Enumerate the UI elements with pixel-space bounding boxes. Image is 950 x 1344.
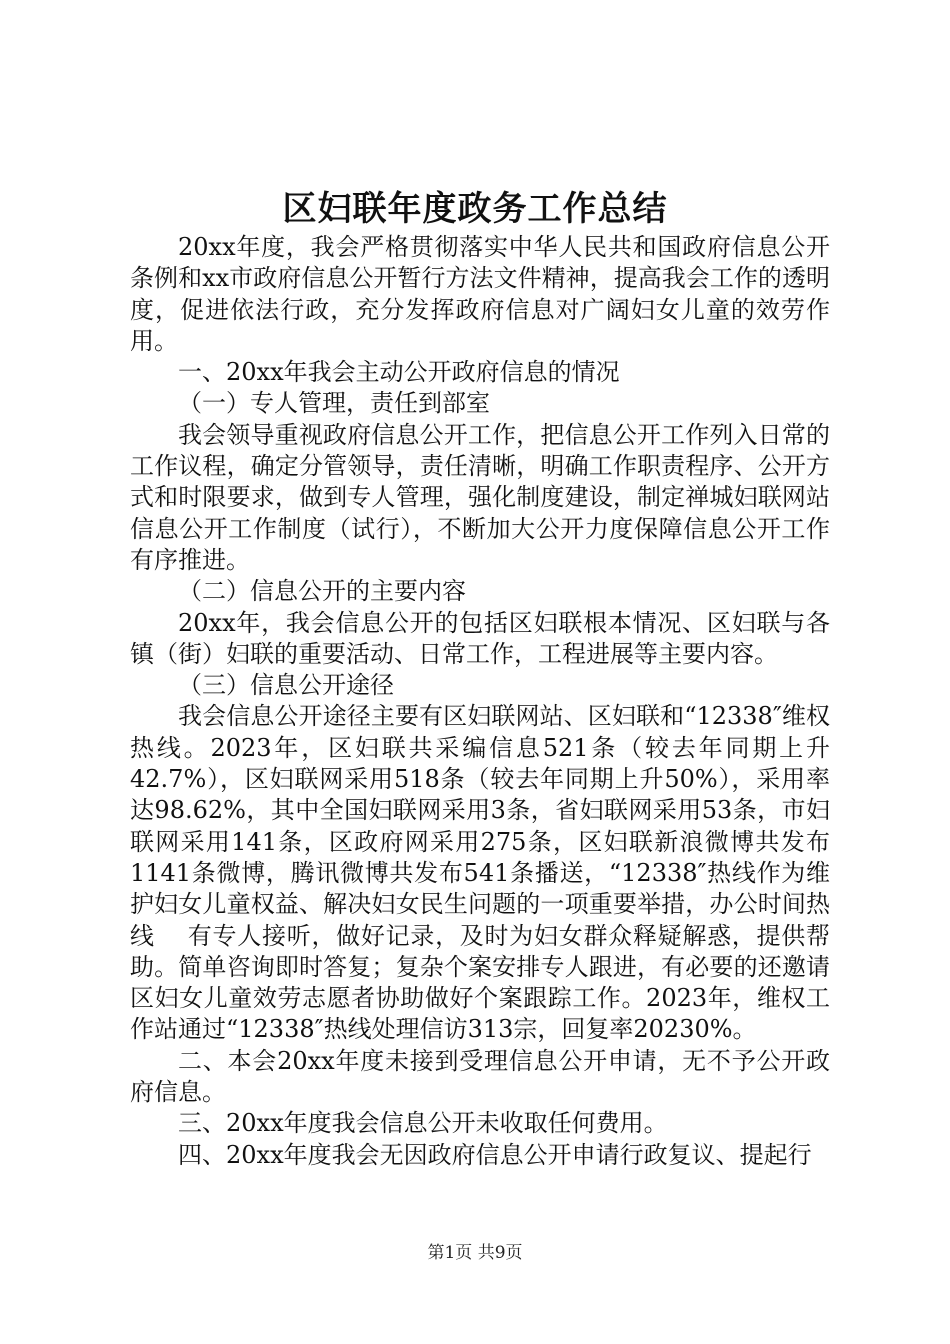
subsection-1-heading: （一）专人管理，责任到部室 — [178, 389, 490, 418]
subsection-2-paragraph: 20xx年，我会信息公开的包括区妇联根本情况、区妇联与各镇（街）妇联的重要活动、日常工作，工程进展等主要内容。 — [130, 608, 830, 668]
page-footer: 第1页 共9页 — [427, 1243, 523, 1263]
subsection-3-paragraph: 我会信息公开途径主要有区妇联网站、区妇联和“12338″维权热线。2023年，区妇联共采编信息521条（较去年同期上升42.7%），区妇联网采用518条（较去年同期上升50%），采用率达98.62%，其中全国妇联网采用3条，省妇联网采用53条，市妇联网采用141条，区政府网采用275条，区妇联新浪微博共发布1141条微博，腾讯微博共发布541条播送，“12338″热线作为维护妇女儿童权益、解决妇女民生问题的一项重要举措，办公时间热线 有专人接听，做好记录，及时为妇女群众释疑解惑，提供帮助。简单咨询即时答复；复杂个案安排专人跟进，有必要的还邀请区妇女儿童效劳志愿者协助做好个案跟踪工作。2023年，维权工作站通过“12338″热线处理信访313宗，回复率20230%。 — [130, 702, 830, 1044]
intro-paragraph: 20xx年度，我会严格贯彻落实中华人民共和国政府信息公开条例和xx市政府信息公开暂行方法文件精神，提高我会工作的透明度，促进依法行政，充分发挥政府信息对广阔妇女儿童的效劳作用。 — [130, 233, 830, 355]
page-title: 区妇联年度政务工作总结 — [282, 189, 668, 229]
section-2-paragraph: 二、本会20xx年度未接到受理信息公开申请，无不予公开政府信息。 — [130, 1046, 830, 1107]
section-1-heading: 一、20xx年我会主动公开政府信息的情况 — [178, 358, 620, 387]
section-3-paragraph: 三、20xx年度我会信息公开未收取任何费用。 — [178, 1109, 668, 1138]
subsection-2-heading: （二）信息公开的主要内容 — [178, 577, 466, 606]
subsection-1-paragraph: 我会领导重视政府信息公开工作，把信息公开工作列入日常的工作议程，确定分管领导，责任清晰，明确工作职责程序、公开方式和时限要求，做到专人管理，强化制度建设，制定禅城妇联网站信息公开工作制度（试行），不断加大公开力度保障信息公开工作有序推进。 — [130, 420, 830, 574]
subsection-3-heading: （三）信息公开途径 — [178, 671, 394, 700]
document-body — [130, 232, 830, 1171]
section-4-paragraph: 四、20xx年度我会无因政府信息公开申请行政复议、提起行 — [178, 1140, 812, 1169]
